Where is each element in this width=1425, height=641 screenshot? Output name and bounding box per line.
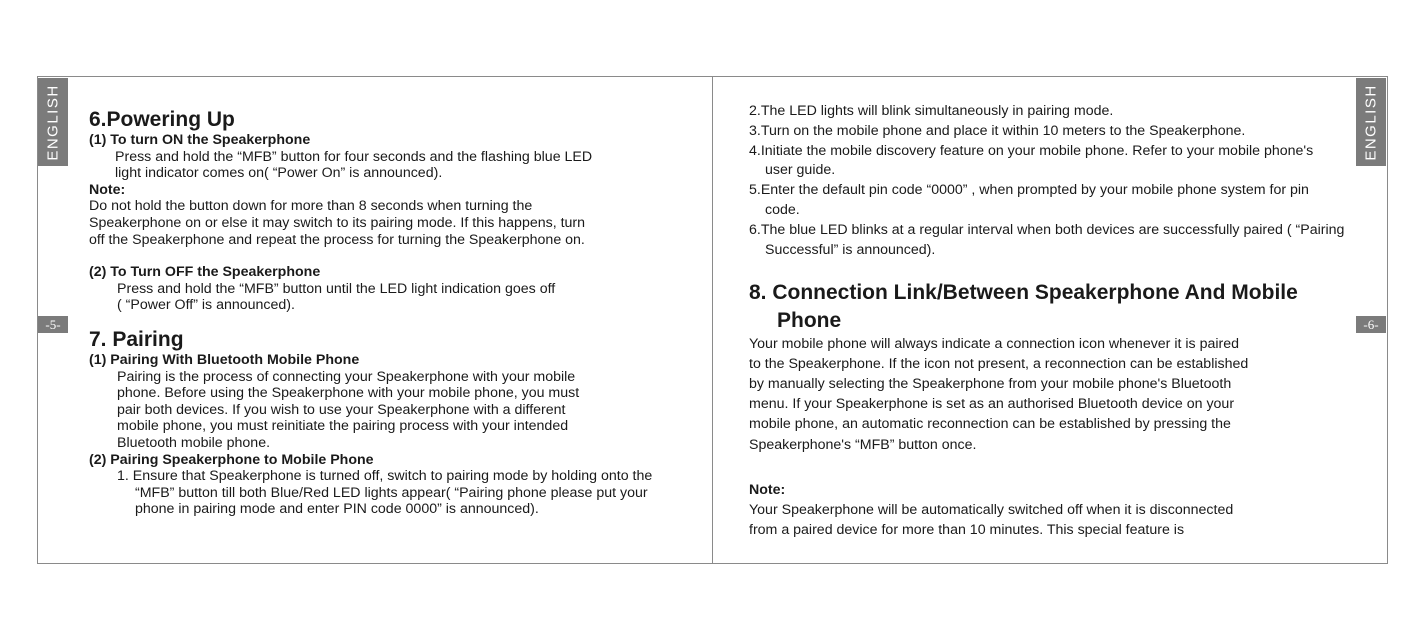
pairing-step-2: 2.The LED lights will blink simultaneously in pairing mode. — [749, 103, 1114, 119]
connection-text: Speakerphone's “MFB” button once. — [749, 437, 977, 454]
pairing-mobile-heading: (2) Pairing Speakerphone to Mobile Phone — [89, 451, 374, 468]
right-page-content — [749, 102, 1345, 541]
pairing-step-4: 4.Initiate the mobile discovery feature on your mobile phone. Refer to your mobile phone's user guide. — [749, 142, 1314, 179]
note-text: Do not hold the button down for more than 8 seconds when turning the — [89, 198, 533, 215]
turn-off-text: Press and hold the “MFB” button until the LED light indication goes off — [117, 280, 556, 297]
pairing-bt-heading: (1) Pairing With Bluetooth Mobile Phone — [89, 351, 360, 368]
pairing-bt-text: pair both devices. If you wish to use your Speakerphone with a different — [117, 401, 566, 418]
note-text: off the Speakerphone and repeat the process for turning the Speakerphone on. — [89, 231, 585, 248]
note-label: Note: — [89, 181, 126, 198]
connection-title: 8. Connection Link/Between Speakerphone And Mobile Phone — [749, 281, 1298, 333]
left-language-tab — [38, 78, 68, 166]
powering-up-title: 6.Powering Up — [89, 108, 235, 131]
note-text: Your Speakerphone will be automatically switched off when it is disconnected — [749, 501, 1234, 518]
turn-off-heading: (2) To Turn OFF the Speakerphone — [89, 264, 321, 281]
turn-on-heading: (1) To turn ON the Speakerphone — [89, 132, 311, 148]
pairing-bt-text: Pairing is the process of connecting your Speakerphone with your mobile — [117, 368, 576, 385]
pairing-step-3: 3.Turn on the mobile phone and place it within 10 meters to the Speakerphone. — [749, 122, 1246, 139]
pairing-bt-text: Bluetooth mobile phone. — [117, 434, 271, 451]
connection-text: mobile phone, an automatic reconnection can be established by pressing the — [749, 415, 1231, 432]
right-language-label: ENGLISH — [1362, 83, 1380, 161]
pairing-title: 7. Pairing — [89, 327, 184, 351]
pairing-bt-text: phone. Before using the Speakerphone with your mobile phone, you must — [117, 385, 580, 402]
turn-off-text: ( “Power Off” is announced). — [117, 297, 295, 314]
page-divider — [712, 76, 713, 564]
connection-text: Your mobile phone will always indicate a connection icon whenever it is paired — [749, 336, 1240, 353]
pairing-step-5: 5.Enter the default pin code “0000” , when prompted by your mobile phone system for pin code. — [749, 182, 1309, 218]
turn-on-text: Press and hold the “MFB” button for four seconds and the flashing blue LED — [115, 148, 593, 165]
note-text: Speakerphone on or else it may switch to its pairing mode. If this happens, turn — [89, 214, 586, 231]
pairing-bt-text: mobile phone, you must reinitiate the pairing process with your intended — [117, 418, 569, 435]
pairing-step-6: 6.The blue LED blinks at a regular interval when both devices are successfully paired ( “Pairing Successful” is announced). — [749, 221, 1345, 258]
left-page-content — [89, 108, 699, 518]
left-language-label: ENGLISH — [44, 83, 62, 161]
right-page-number: -6- — [1356, 316, 1386, 333]
pairing-step-1: 1. Ensure that Speakerphone is turned off, switch to pairing mode by holding onto the “MFB” button till both Blue/Red LED lights appear( “Pairing phone please put your phone in pairing mode and enter PIN code 0000” is announced). — [117, 468, 653, 518]
connection-text: to the Speakerphone. If the icon not present, a reconnection can be established — [749, 356, 1249, 373]
right-language-tab — [1356, 78, 1386, 166]
left-page-number: -5- — [38, 316, 68, 333]
note-text: from a paired device for more than 10 minutes. This special feature is — [749, 521, 1185, 538]
note-label: Note: — [749, 482, 786, 499]
connection-text: by manually selecting the Speakerphone from your mobile phone's Bluetooth — [749, 375, 1232, 392]
turn-on-text: light indicator comes on( “Power On” is announced). — [115, 165, 443, 182]
connection-text: menu. If your Speakerphone is set as an authorised Bluetooth device on your — [749, 395, 1235, 412]
